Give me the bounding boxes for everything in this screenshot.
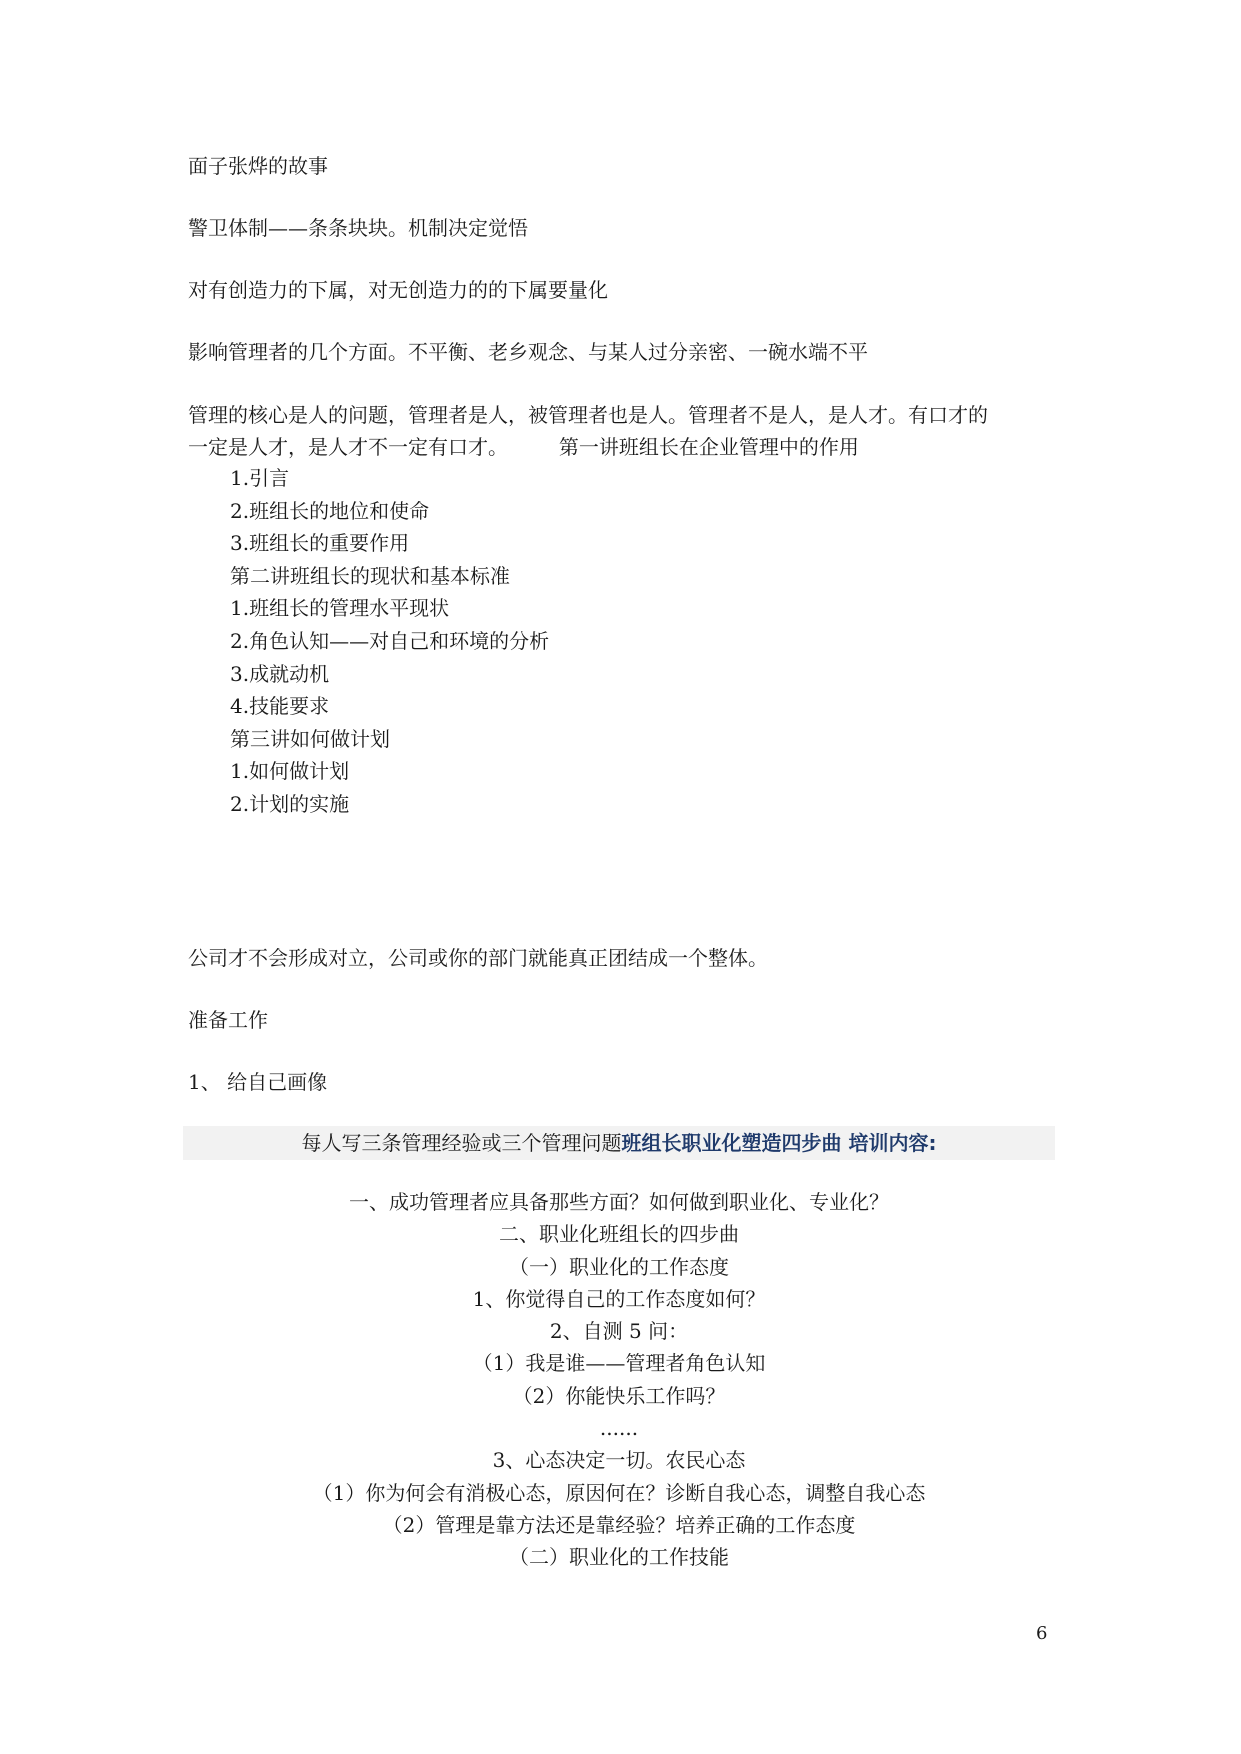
outline-heading: 第三讲如何做计划 xyxy=(230,726,390,751)
outline-item: 3.成就动机 xyxy=(230,661,330,686)
content-line: （1）我是谁——管理者角色认知 xyxy=(472,1351,766,1376)
outline-item: 1.班组长的管理水平现状 xyxy=(230,596,450,621)
content-line: 一、成功管理者应具备那些方面？如何做到职业化、专业化？ xyxy=(349,1190,889,1214)
content-line: （二）职业化的工作技能 xyxy=(509,1545,729,1570)
outline-item: 2.班组长的地位和使命 xyxy=(230,498,430,523)
course-outline xyxy=(230,462,549,821)
banner-plain-text: 每人写三条管理经验或三个管理问题 xyxy=(301,1131,622,1155)
paragraph-management-core-line2: 一定是人才，是人才不一定有口才。 第一讲班组长在企业管理中的作用 xyxy=(188,435,859,459)
content-line: （2）管理是靠方法还是靠经验？培养正确的工作态度 xyxy=(382,1512,856,1537)
paragraph-creative-subordinates: 对有创造力的下属，对无创造力的的下属要量化 xyxy=(188,278,608,302)
paragraph-self-portrait: 1、 给自己画像 xyxy=(188,1070,328,1094)
paragraph-guard-system: 警卫体制——条条块块。机制决定觉悟 xyxy=(188,216,528,240)
banner-bold-title: 班组长职业化塑造四步曲 培训内容: xyxy=(621,1131,937,1155)
paragraph-company-unity: 公司才不会形成对立，公司或你的部门就能真正团结成一个整体。 xyxy=(188,946,768,970)
outline-item: 2.角色认知——对自己和环境的分析 xyxy=(230,628,550,653)
content-line: ...... xyxy=(599,1416,639,1441)
outline-item: 3.班组长的重要作用 xyxy=(230,531,410,556)
outline-item: 2.计划的实施 xyxy=(230,791,350,816)
content-line: （1）你为何会有消极心态，原因何在？诊断自我心态，调整自我心态 xyxy=(312,1480,926,1505)
outline-item: 4.技能要求 xyxy=(230,694,330,719)
outline-heading: 第二讲班组长的现状和基本标准 xyxy=(230,563,510,588)
content-line: 二、职业化班组长的四步曲 xyxy=(499,1222,739,1247)
paragraph-face-story: 面子张烨的故事 xyxy=(188,154,328,178)
page-number: 6 xyxy=(1036,1623,1048,1644)
outline-item: 1.引言 xyxy=(230,466,290,490)
content-line: 1、你觉得自己的工作态度如何？ xyxy=(472,1286,766,1311)
content-line: （一）职业化的工作态度 xyxy=(509,1254,729,1279)
training-content-banner xyxy=(183,1126,1055,1160)
content-line: 2、自测 5 问： xyxy=(549,1319,689,1344)
paragraph-management-core-line1: 管理的核心是人的问题，管理者是人，被管理者也是人。管理者不是人，是人才。有口才的 xyxy=(188,403,988,427)
paragraph-manager-influences: 影响管理者的几个方面。不平衡、老乡观念、与某人过分亲密、一碗水端不平 xyxy=(188,340,868,364)
paragraph-preparation: 准备工作 xyxy=(188,1008,268,1032)
training-content-list xyxy=(183,1186,1055,1574)
content-line: （2）你能快乐工作吗？ xyxy=(512,1383,726,1408)
outline-item: 1.如何做计划 xyxy=(230,759,350,784)
content-line: 3、心态决定一切。农民心态 xyxy=(492,1448,746,1473)
